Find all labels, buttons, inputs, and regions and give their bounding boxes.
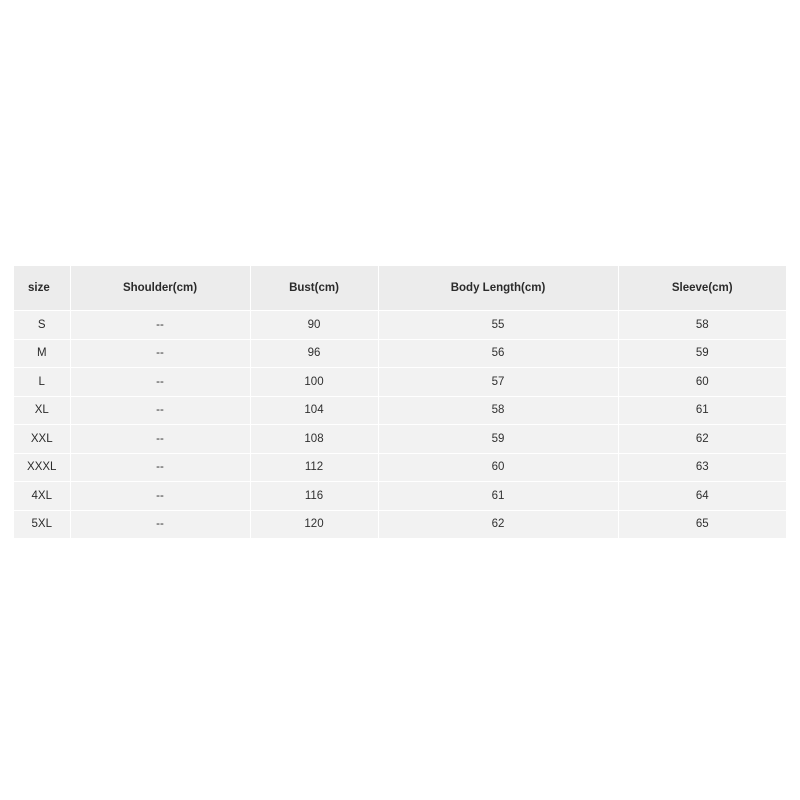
cell-bust: 112: [250, 453, 378, 482]
column-header-bust: Bust(cm): [250, 266, 378, 311]
column-header-body-length: Body Length(cm): [378, 266, 618, 311]
cell-body-length: 60: [378, 453, 618, 482]
cell-bust: 90: [250, 311, 378, 340]
cell-sleeve: 60: [618, 368, 786, 397]
table-row: [14, 425, 786, 454]
column-header-shoulder: Shoulder(cm): [70, 266, 250, 311]
cell-body-length: 57: [378, 368, 618, 397]
cell-bust: 108: [250, 425, 378, 454]
cell-bust: 120: [250, 510, 378, 538]
cell-shoulder: --: [70, 368, 250, 397]
cell-sleeve: 59: [618, 339, 786, 368]
cell-size: XXXL: [14, 453, 70, 482]
cell-body-length: 59: [378, 425, 618, 454]
cell-size: XXL: [14, 425, 70, 454]
cell-size: 5XL: [14, 510, 70, 538]
cell-size: XL: [14, 396, 70, 425]
cell-sleeve: 58: [618, 311, 786, 340]
cell-size: L: [14, 368, 70, 397]
cell-sleeve: 65: [618, 510, 786, 538]
cell-size: 4XL: [14, 482, 70, 511]
size-chart-header: [14, 266, 786, 311]
cell-sleeve: 62: [618, 425, 786, 454]
cell-body-length: 62: [378, 510, 618, 538]
table-row: [14, 339, 786, 368]
cell-bust: 104: [250, 396, 378, 425]
cell-shoulder: --: [70, 339, 250, 368]
table-row: [14, 482, 786, 511]
column-header-sleeve: Sleeve(cm): [618, 266, 786, 311]
cell-shoulder: --: [70, 396, 250, 425]
cell-bust: 116: [250, 482, 378, 511]
cell-body-length: 56: [378, 339, 618, 368]
cell-shoulder: --: [70, 311, 250, 340]
table-row: [14, 368, 786, 397]
table-row: [14, 311, 786, 340]
cell-shoulder: --: [70, 510, 250, 538]
table-row: [14, 396, 786, 425]
cell-bust: 100: [250, 368, 378, 397]
table-row: [14, 510, 786, 538]
cell-size: M: [14, 339, 70, 368]
cell-sleeve: 61: [618, 396, 786, 425]
column-header-size: size: [14, 266, 70, 311]
cell-size: S: [14, 311, 70, 340]
cell-body-length: 58: [378, 396, 618, 425]
cell-body-length: 55: [378, 311, 618, 340]
cell-body-length: 61: [378, 482, 618, 511]
cell-sleeve: 63: [618, 453, 786, 482]
cell-shoulder: --: [70, 425, 250, 454]
cell-sleeve: 64: [618, 482, 786, 511]
cell-shoulder: --: [70, 453, 250, 482]
header-row: [14, 266, 786, 311]
table-row: [14, 453, 786, 482]
cell-bust: 96: [250, 339, 378, 368]
size-chart-table: [14, 266, 786, 538]
cell-shoulder: --: [70, 482, 250, 511]
size-chart-body: [14, 311, 786, 539]
